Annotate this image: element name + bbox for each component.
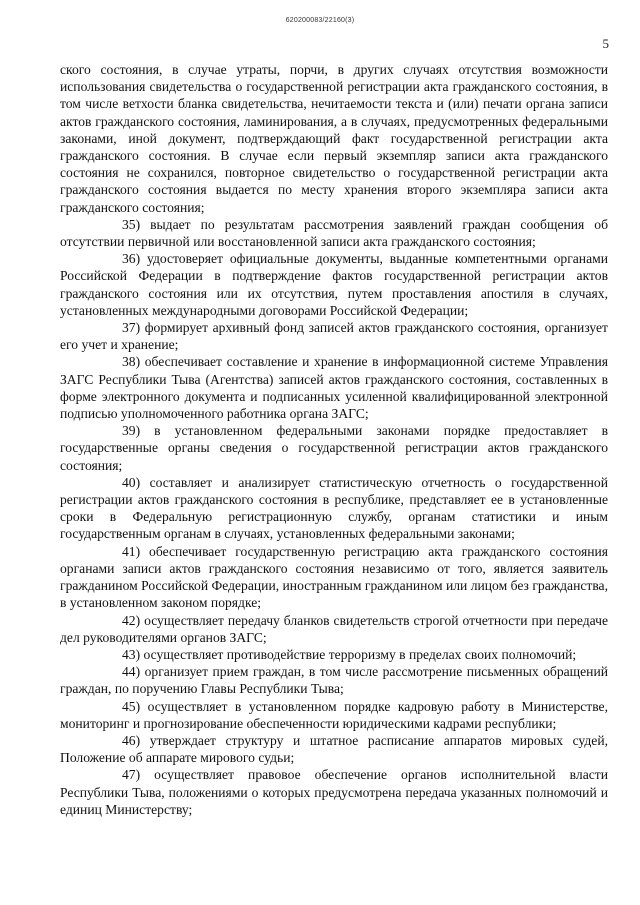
- list-item-41: 41) обеспечивает государственную регистрацию акта гражданского состояния органами записи актов гражданского состояния независимо от того, является заявитель гражданином Российской Федерации, иностранным гражданином или лицом без гражданства, в установленном законом порядке;: [60, 543, 608, 611]
- paragraph-continuation: ского состояния, в случае утраты, порчи, в других случаях отсутствия возможности использования свидетельства о государственной регистрации акта гражданского состояния, в том числе ветхости бланка свидетельства, нечитаемости текста и (или) печати органа записи актов гражданского состояния, ламинирования, а в случаях, предусмотренных федеральными законами, иной документ, подтверждающий факт государственной регистрации акта гражданского состояния. В случае если первый экземпляр записи акта гражданского состояния не сохранился, повторное свидетельство о государственной регистрации акта гражданского состояния выдается по месту хранения второго экземпляра записи акта гражданского состояния;: [60, 62, 608, 215]
- list-item-37: 37) формирует архивный фонд записей актов гражданского состояния, организует его учет и хранение;: [60, 320, 608, 353]
- list-item-36: 36) удостоверяет официальные документы, выданные компетентными органами Российской Федерации в подтверждение фактов государственной регистрации актов гражданского состояния или их отсутствия, путем проставления апостиля в случаях, установленных международными договорами Российской Федерации;: [60, 251, 608, 318]
- list-item-43: 43) осуществляет противодействие терроризму в пределах своих полномочий;: [122, 646, 577, 662]
- list-item-35: 35) выдает по результатам рассмотрения заявлений граждан сообщения об отсутствии первичной или восстановленной записи акта гражданского состояния;: [60, 216, 608, 250]
- list-item-40: 40) составляет и анализирует статистическую отчетность о государственной регистрации актов гражданского состояния в республике, представляет ее в установленные сроки в Федеральную регистрационную службу, органам статистики и иным государственным органам в случаях, установленных федеральными законами;: [60, 474, 608, 542]
- list-item-44: 44) организует прием граждан, в том числе рассмотрение письменных обращений граждан, по поручению Главы Республики Тыва;: [60, 664, 608, 697]
- list-item-45: 45) осуществляет в установленном порядке кадровую работу в Министерстве, мониторинг и прогнозирование обеспеченности юридическими кадрами республики;: [60, 698, 608, 731]
- page-number: 5: [602, 36, 609, 51]
- list-item-46: 46) утверждает структуру и штатное расписание аппаратов мировых судей, Положение об аппарате мирового судьи;: [60, 732, 608, 766]
- list-item-38: 38) обеспечивает составление и хранение в информационной системе Управления ЗАГС Республики Тыва (Агентства) записей актов гражданского состояния, составленных в форме электронного документа и подписанных усиленной квалифицированной электронной подписью уполномоченного работника органа ЗАГС;: [60, 354, 608, 422]
- list-item-42: 42) осуществляет передачу бланков свидетельств строгой отчетности при передаче дел руководителями органов ЗАГС;: [60, 612, 608, 645]
- list-item-39: 39) в установленном федеральными законами порядке предоставляет в государственные органы сведения о государственной регистрации актов гражданского состояния;: [60, 423, 608, 473]
- document-id: 620200083/22160(3): [285, 17, 355, 24]
- document-body: [60, 61, 608, 818]
- list-item-47: 47) осуществляет правовое обеспечение органов исполнительной власти Республики Тыва, положениями о которых предусмотрена передача указанных полномочий и единиц Министерству;: [60, 767, 608, 817]
